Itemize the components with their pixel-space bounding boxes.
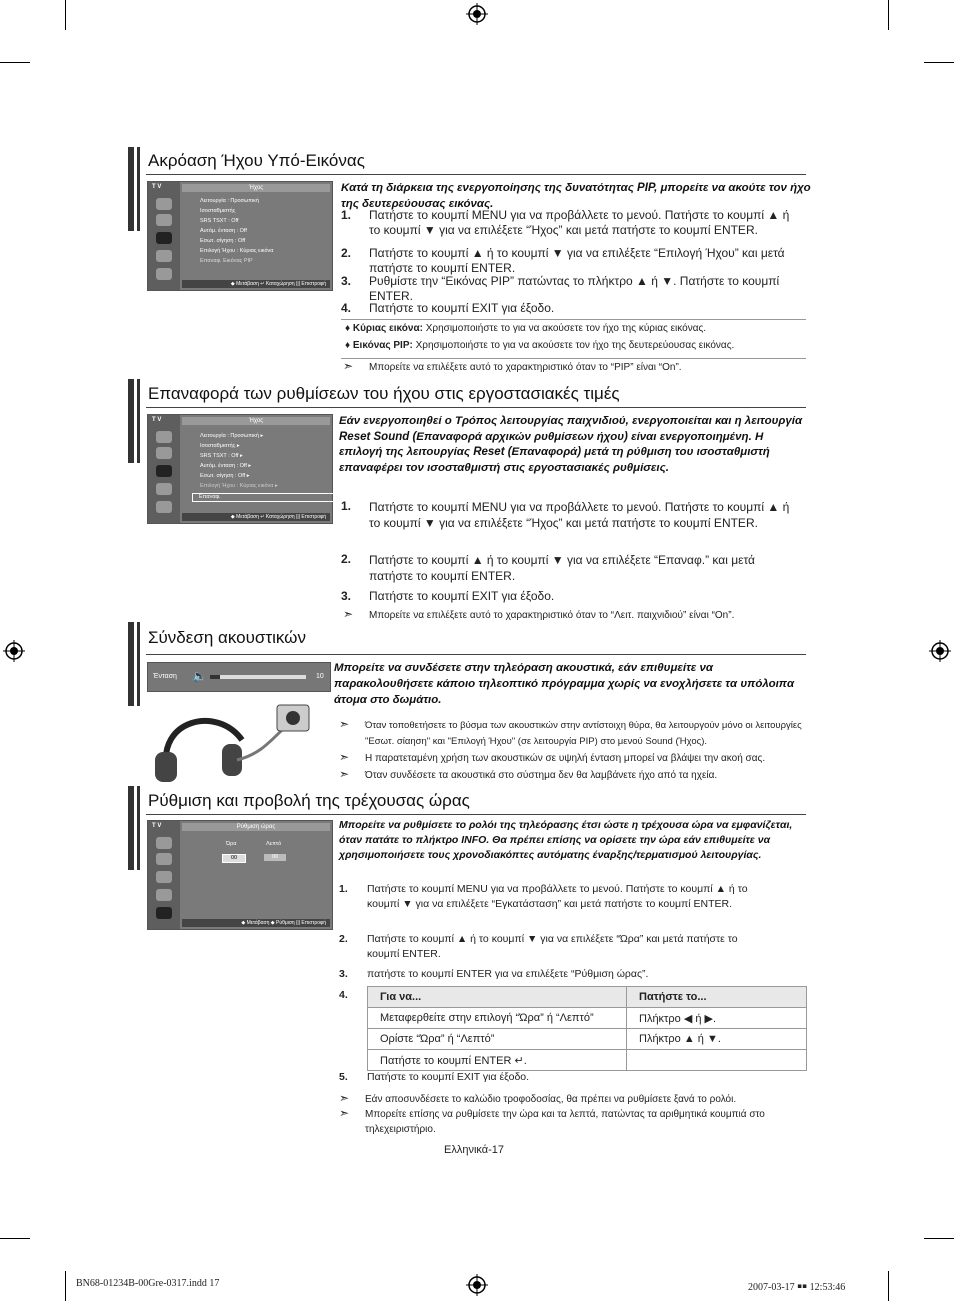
- step: 3. Ρυθμίστε την “Εικόνας PIP” πατώντας το πλήκτρο ▲ ή ▼. Πατήστε το κουμπί ENTER.: [341, 274, 780, 303]
- section-title: Επαναφορά των ρυθμίσεων του ήχου στις εργοστασιακές τιμές: [148, 384, 620, 403]
- step: 2. Πατήστε το κουμπί ▲ ή το κουμπί ▼ για να επιλέξετε “Επιλογή Ήχου” και μετά πατήστε το κουμπί ENTER.: [341, 246, 785, 275]
- table-cell: Πλήκτρο ▲ ή ▼.: [627, 1029, 807, 1050]
- menu-row: Εσωτ. σίγηση : Off: [200, 238, 246, 244]
- section-title: Σύνδεση ακουστικών: [148, 628, 306, 647]
- tv-footer: ◆ Μετάβαση ◆ Ρύθμιση ||| Επιστροφή: [182, 919, 330, 927]
- section-bar: [134, 622, 137, 706]
- registration-mark-icon: [466, 3, 488, 25]
- volume-osd: [147, 662, 331, 692]
- crop-mark: [924, 1238, 954, 1239]
- menu-row: Εσωτ. σίγηση : Off ▸: [200, 473, 250, 479]
- note: ➣ Όταν συνδέσετε τα ακουστικά στο σύστημα δεν θα λαμβάνετε ήχο από τα ηχεία.: [339, 767, 718, 781]
- hour-field: 00: [222, 854, 246, 863]
- menu-row: Αυτόμ. ένταση : Off: [200, 228, 247, 234]
- table-cell: [627, 1050, 807, 1071]
- channel-icon: [156, 232, 172, 244]
- note: ➣ Όταν τοποθετήσετε το βύσμα των ακουστικών στην αντίστοιχη θύρα, θα λειτουργούν μόνο οι λειτουργίες "Εσωτ. σίαηση" και "Επιλογή Ήχου" (σε λειτουργία PIP) στο μενού Sound (Ήχος).: [339, 717, 802, 747]
- setup-icon: [156, 250, 172, 262]
- section-bar: [134, 147, 137, 231]
- tv-menu-header: Ρύθμιση ώρας: [182, 823, 330, 831]
- table-cell: Πατήστε το κουμπί ENTER ↵.: [368, 1050, 627, 1071]
- note: ➣ Μπορείτε να επιλέξετε αυτό το χαρακτηριστικό όταν το “PIP” είναι “On”.: [343, 359, 682, 373]
- section-rule: [146, 814, 806, 815]
- table-header-cell: Για να...: [368, 987, 627, 1008]
- sound-icon: [156, 214, 172, 226]
- step: 3. Πατήστε το κουμπί EXIT για έξοδο.: [341, 589, 555, 603]
- section-title: Ακρόαση Ήχου Υπό-Εικόνας: [148, 151, 365, 170]
- step: 1. Πατήστε το κουμπί MENU για να προβάλλετε το μενού. Πατήστε το κουμπί ▲ ή το κουμπί ▼ για να επιλέξετε “Ήχος” και μετά πατήστε το κουμπί ENTER.: [341, 208, 790, 237]
- section-intro: Μπορείτε να συνδέσετε στην τηλεόραση ακουστικά, εάν επιθυμείτε να παρακολουθήσετε κάποιο τηλεοπτικό πρόγραμμα χωρίς να ενοχλήσετε τα υπόλοιπα άτομα στο δωμάτιο.: [334, 662, 795, 706]
- step: 4.: [339, 989, 348, 1001]
- volume-track: [210, 675, 306, 679]
- input-icon: [156, 501, 172, 513]
- tv-menu-header: Ήχος: [182, 417, 330, 425]
- input-icon: [156, 268, 172, 280]
- channel-icon: [156, 871, 172, 883]
- step: 1. Πατήστε το κουμπί MENU για να προβάλλετε το μενού. Πατήστε το κουμπί ▲ ή το κουμπί ▼ για να επιλέξετε “Εγκατάσταση” και μετά πατήστε το κουμπί ENTER.: [339, 883, 748, 910]
- note: ➣ Μπορείτε να επιλέξετε αυτό το χαρακτηριστικό όταν το “Λειτ. παιχνιδιού” είναι “On”.: [343, 607, 735, 621]
- minute-field: 00: [264, 854, 286, 861]
- note: ➣ Η παρατεταμένη χρήση των ακουστικών σε υψηλή ένταση μπορεί να βλάψει την ακοή σας.: [339, 750, 766, 764]
- section-intro: Εάν ενεργοποιηθεί ο Τρόπος λειτουργίας παιχνιδιού, ενεργοποιείται και η λειτουργία Reset Sound (Επαναφορά αρχικών ρυθμίσεων ήχου) είναι ενεργοποιημένη. Η επιλογή της λειτουργίας Reset (Επαναφορά) μετά τη ρύθμιση του ισοσταθμιστή επαναφέρει τον ισοσταθμιστή στις εργοστασιακές ρυθμίσεις.: [339, 415, 803, 474]
- crop-mark: [888, 0, 889, 30]
- table-row: [368, 1050, 807, 1071]
- picture-icon: [156, 837, 172, 849]
- headphones-icon: [147, 700, 329, 786]
- tv-footer: ◆ Μετάβαση ↵ Καταχώρηση ||| Επιστροφή: [182, 280, 330, 288]
- section-rule: [146, 407, 806, 408]
- section-bar: [134, 786, 137, 870]
- channel-icon: [156, 465, 172, 477]
- minute-label: Λεπτό: [266, 841, 282, 847]
- note: ➣ Εάν αποσυνδέσετε το καλώδιο τροφοδοσίας, θα πρέπει να ρυθμίσετε ξανά το ρολόι.: [339, 1091, 737, 1105]
- footer-date: 2007-03-17 ￭￭ 12:53:46: [748, 1282, 846, 1293]
- menu-row: Επιλογή Ήχου : Κύριας εικόνα: [200, 248, 274, 254]
- table-row: [368, 1029, 807, 1050]
- tv-tag: T V: [152, 823, 162, 829]
- section-intro: Μπορείτε να ρυθμίσετε το ρολόι της τηλεόρασης έτσι ώστε η τρέχουσα ώρα να εμφανίζεται, όταν πατάτε το πλήκτρο INFO. Θα πρέπει επίσης να ορίσετε την ώρα εάν επιθυμείτε να χρησιμοποιήσετε τους χρονοδιακόπτες αυτόματης έναρξης/τερματισμού λειτουργίας.: [339, 819, 793, 861]
- menu-row: SRS TSXT : Off: [200, 218, 239, 224]
- section-intro: Κατά τη διάρκεια της ενεργοποίησης της δυνατότητας PIP, μπορείτε να ακούτε τον ήχο της δευτερεύουσας εικόνας.: [341, 182, 811, 210]
- footer-file: BN68-01234B-00Gre-0317.indd 17: [76, 1278, 220, 1289]
- registration-mark-icon: [466, 1274, 488, 1296]
- crop-mark: [888, 1271, 889, 1301]
- tv-footer: ◆ Μετάβαση ↵ Καταχώρηση ||| Επιστροφή: [182, 513, 330, 521]
- tv-menu-header: Ήχος: [182, 184, 330, 192]
- crop-mark: [924, 62, 954, 63]
- section-rule: [146, 174, 806, 175]
- table-cell: Πλήκτρο ◀ ή ▶.: [627, 1008, 807, 1029]
- tv-tag: T V: [152, 184, 162, 190]
- menu-row-selected: Επαναφ.: [192, 493, 334, 502]
- picture-icon: [156, 198, 172, 210]
- option-item: ♦ Κύριας εικόνα: Χρησιμοποιήστε το για να ακούσετε τον ήχο της κύριας εικόνας.: [345, 323, 707, 334]
- speaker-icon: 🔈: [192, 669, 207, 683]
- step: 3. πατήστε το κουμπί ENTER για να επιλέξετε “Ρύθμιση ώρας”.: [339, 968, 649, 980]
- menu-row: Επιλογή Ήχου : Κύριας εικόνα ▸: [200, 483, 278, 489]
- registration-mark-icon: [929, 640, 951, 662]
- menu-row: Λειτουργία : Προσωπική: [200, 198, 259, 204]
- tv-tag: T V: [152, 417, 162, 423]
- step: 5. Πατήστε το κουμπί EXIT για έξοδο.: [339, 1071, 530, 1083]
- menu-row: Ισοσταθμιστής: [200, 208, 236, 214]
- crop-mark: [0, 62, 30, 63]
- page-number: Ελληνικά-17: [444, 1144, 505, 1156]
- menu-row: SRS TSXT : Off ▸: [200, 453, 243, 459]
- option-item: ♦ Εικόνας PIP: Χρησιμοποιήστε το για να ακούσετε τον ήχο της δευτερεύουσας εικόνας.: [345, 340, 735, 351]
- step: 1. Πατήστε το κουμπί MENU για να προβάλλετε το μενού. Πατήστε το κουμπί ▲ ή το κουμπί ▼ για να επιλέξετε “Ήχος” και μετά πατήστε το κουμπί ENTER.: [341, 499, 790, 530]
- step: 4. Πατήστε το κουμπί EXIT για έξοδο.: [341, 301, 555, 315]
- table-cell: Μεταφερθείτε στην επιλογή “Ώρα” ή “Λεπτό”: [368, 1008, 627, 1029]
- sound-icon: [156, 853, 172, 865]
- step: 2. Πατήστε το κουμπί ▲ ή το κουμπί ▼ για να επιλέξετε “Ώρα” και μετά πατήστε το κουμπί ENTER.: [339, 933, 738, 960]
- registration-mark-icon: [3, 640, 25, 662]
- crop-mark: [65, 0, 66, 30]
- step: 2. Πατήστε το κουμπί ▲ ή το κουμπί ▼ για να επιλέξετε “Επαναφ.” και μετά πατήστε το κουμπί ENTER.: [341, 552, 755, 583]
- hour-label: Ώρα: [226, 841, 237, 847]
- setup-icon: [156, 889, 172, 901]
- volume-value: 10: [316, 673, 324, 680]
- table-header: [368, 987, 807, 1008]
- setup-icon: [156, 483, 172, 495]
- menu-row: Αυτόμ. ένταση : Off ▸: [200, 463, 252, 469]
- table-header-cell: Πατήστε το...: [627, 987, 807, 1008]
- table-row: [368, 1008, 807, 1029]
- volume-label: Ένταση: [153, 673, 177, 680]
- options-box: [341, 319, 806, 359]
- note: ➣ Μπορείτε επίσης να ρυθμίσετε την ώρα και τα λεπτά, πατώντας τα αριθμητικά κουμπιά στο τηλεχειριστήριο.: [339, 1106, 765, 1135]
- input-icon: [156, 907, 172, 919]
- crop-mark: [0, 1238, 30, 1239]
- tv-menu-screen: [147, 820, 333, 930]
- table-cell: Ορίστε “Ώρα” ή “Λεπτό”: [368, 1029, 627, 1050]
- section-title: Ρύθμιση και προβολή της τρέχουσας ώρας: [148, 791, 470, 810]
- menu-row: Επαναφ. Εικόνας PIP: [200, 258, 253, 264]
- menu-row: Ισοσταθμιστής ▸: [200, 443, 240, 449]
- picture-icon: [156, 431, 172, 443]
- section-rule: [146, 654, 806, 655]
- crop-mark: [65, 1271, 66, 1301]
- tv-menu-screen: [147, 181, 333, 291]
- tv-menu-screen: [147, 414, 333, 524]
- volume-fill: [210, 675, 220, 679]
- key-table: [367, 986, 807, 1071]
- sound-icon: [156, 447, 172, 459]
- menu-row: Λειτουργία : Προσωπική ▸: [200, 433, 264, 439]
- section-bar: [134, 379, 137, 463]
